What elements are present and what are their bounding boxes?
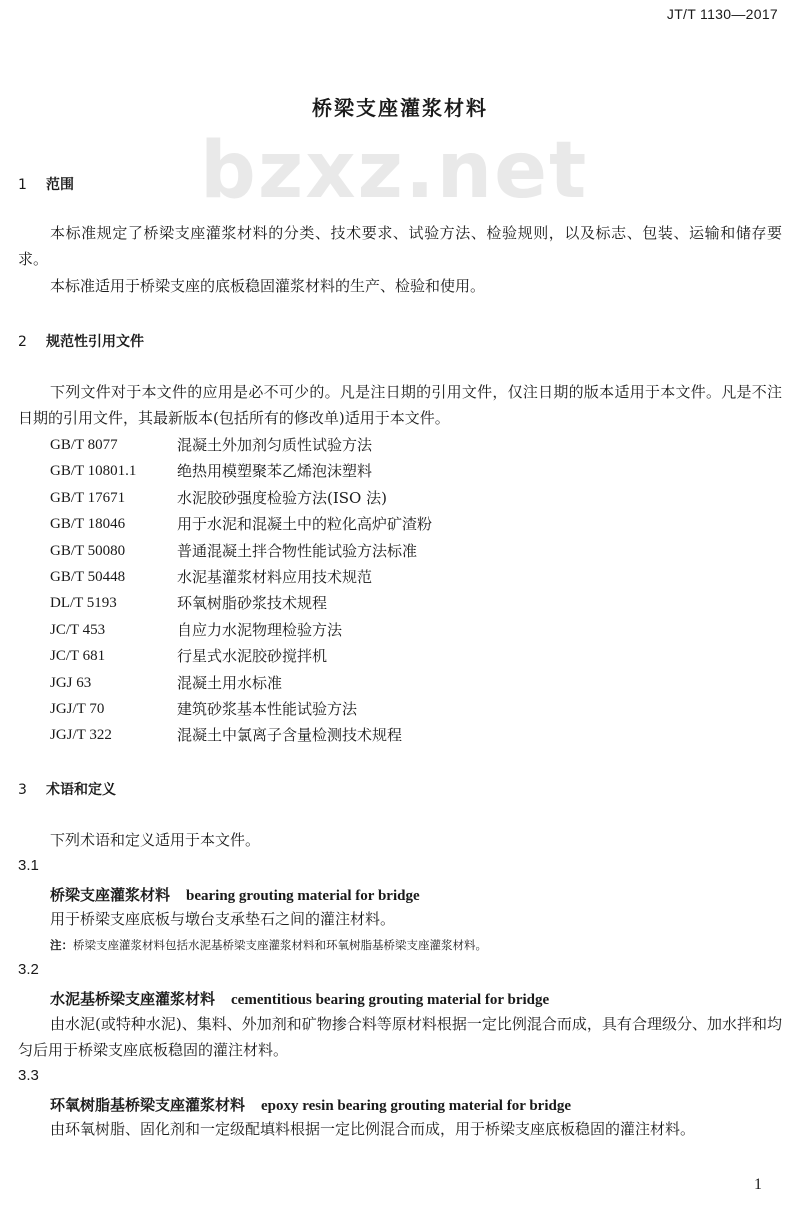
section-number: 3 [18,782,27,798]
term-name [50,1094,571,1115]
reference-code: GB/T 50080 [50,542,126,559]
reference-item [50,590,750,616]
reference-title: 环氧树脂砂浆技术规程 [177,594,328,613]
reference-title: 普通混凝土拌合物性能试验方法标准 [177,541,418,560]
reference-title: 用于水泥和混凝土中的粒化高炉矿渣粉 [177,515,433,534]
reference-title: 混凝土外加剂匀质性试验方法 [177,436,373,454]
reference-title: 混凝土中氯离子含量检测技术规程 [177,726,403,745]
term-name-zh: 水泥基桥梁支座灌浆材料 [50,990,216,1008]
section-heading-normative-refs [18,331,144,351]
reference-code: DL/T 5193 [50,595,117,612]
term-name-zh: 桥梁支座灌浆材料 [50,886,171,904]
term-number: 3.2 [18,961,39,978]
term-name-zh: 环氧树脂基桥梁支座灌浆材料 [50,1096,246,1114]
reference-code: JC/T 681 [50,648,106,665]
reference-code: GB/T 8077 [50,437,118,453]
reference-title: 水泥胶砂强度检验方法(ISO 法) [177,488,387,507]
reference-item [50,696,750,722]
note-label: 注： [50,938,73,952]
reference-item [50,511,750,537]
reference-item [50,564,750,590]
term-number: 3.3 [18,1067,39,1084]
section-heading-scope [18,174,74,194]
scope-paragraph-1: 本标准规定了桥梁支座灌浆材料的分类、技术要求、试验方法、检验规则，以及标志、包装、运输和储存要求。 [18,224,782,268]
reference-code: GB/T 50448 [50,568,126,585]
term-name-en: epoxy resin bearing grouting material for bridge [261,1098,571,1114]
reference-item [50,670,750,696]
reference-title: 混凝土用水标准 [177,673,283,692]
reference-title: 建筑砂浆基本性能试验方法 [177,699,358,718]
term-name-en: bearing grouting material for bridge [186,888,420,904]
watermark: bzxz.net [200,126,589,216]
reference-code: JC/T 453 [50,621,106,638]
section-title: 术语和定义 [46,782,116,798]
standard-code: JT/T 1130—2017 [666,6,778,22]
reference-item [50,538,750,564]
reference-title: 自应力水泥物理检验方法 [177,620,343,639]
reference-list [50,432,750,749]
section-heading-terms [18,779,116,799]
term-definition: 用于桥梁支座底板与墩台支承垫石之间的灌注材料。 [50,910,396,928]
reference-code: JGJ/T 70 [50,700,105,717]
term-name [50,884,420,905]
reference-item [50,643,750,669]
term-definition: 由水泥(或特种水泥)、集料、外加剂和矿物掺合料等原材料根据一定比例混合而成，具有合理级分、加水拌和均匀后用于桥梁支座底板稳固的灌注材料。 [18,1015,782,1059]
term-name-en: cementitious bearing grouting material for bridge [231,992,550,1008]
reference-item [50,432,750,458]
term-name [50,988,549,1009]
reference-title: 绝热用模塑聚苯乙烯泡沫塑料 [177,462,373,481]
term-number: 3.1 [18,857,39,874]
terms-intro: 下列术语和定义适用于本文件。 [50,831,261,849]
reference-item [50,485,750,511]
reference-item [50,617,750,643]
section-number: 2 [18,334,27,350]
reference-item [50,458,750,484]
reference-title: 行星式水泥胶砂搅拌机 [177,647,328,666]
reference-code: GB/T 18046 [50,516,126,533]
term-definition: 由环氧树脂、固化剂和一定级配填料根据一定比例混合而成，用于桥梁支座底板稳固的灌注材料。 [50,1120,696,1138]
document-title: 桥梁支座灌浆材料 [312,96,488,120]
reference-item [50,722,750,748]
reference-code: JGJ 63 [50,674,92,691]
section-title: 规范性引用文件 [46,334,144,350]
reference-code: JGJ/T 322 [50,727,112,744]
section-number: 1 [18,177,27,193]
scope-paragraph-2: 本标准适用于桥梁支座的底板稳固灌浆材料的生产、检验和使用。 [50,277,486,295]
reference-title: 水泥基灌浆材料应用技术规范 [177,567,373,586]
section-title: 范围 [46,177,74,193]
term-note [50,937,487,953]
reference-code: GB/T 17671 [50,489,126,506]
note-text: 桥梁支座灌浆材料包括水泥基桥梁支座灌浆材料和环氧树脂基桥梁支座灌浆材料。 [73,938,487,952]
page-number: 1 [754,1176,762,1193]
normative-refs-intro: 下列文件对于本文件的应用是必不可少的。凡是注日期的引用文件，仅注日期的版本适用于本文件。凡是不注日期的引用文件，其最新版本(包括所有的修改单)适用于本文件。 [18,383,782,427]
reference-code: GB/T 10801.1 [50,463,137,480]
